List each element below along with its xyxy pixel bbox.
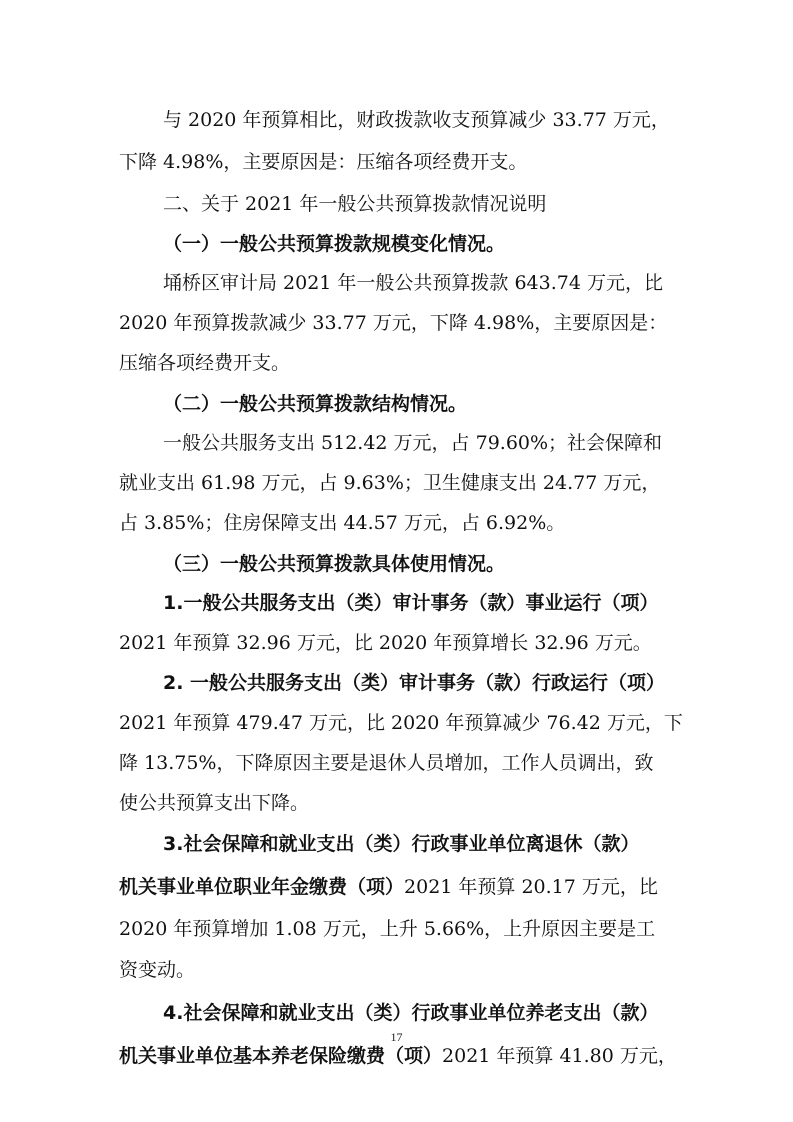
item-heading: 2. 一般公共服务支出（类）审计事务（款）行政运行（项） <box>163 672 666 694</box>
paragraph-line: 下降 4.98%，主要原因是：压缩各项经费开支。 <box>119 151 528 173</box>
item-heading: 3.社会保障和就业支出（类）行政事业单位离退休（款） <box>163 833 640 855</box>
item-heading-continuation: 机关事业单位职业年金缴费（项） <box>119 876 405 898</box>
paragraph-line: 就业支出 61.98 万元，占 9.63%；卫生健康支出 24.77 万元， <box>119 472 661 494</box>
paragraph-line: 2021 年预算 32.96 万元，比 2020 年预算增长 32.96 万元。 <box>119 632 652 654</box>
paragraph-line: 埇桥区审计局 2021 年一般公共预算拨款 643.74 万元，比 <box>163 272 663 294</box>
section-heading: 二、关于 2021 年一般公共预算拨款情况说明 <box>163 193 547 215</box>
item-heading-continuation: 机关事业单位基本养老保险缴费（项） <box>119 1045 443 1067</box>
item-heading: 1.一般公共服务支出（类）审计事务（款）事业运行（项） <box>163 592 659 614</box>
paragraph-text: 2021 年预算 41.80 万元， <box>442 1045 677 1067</box>
paragraph-line: 2020 年预算增加 1.08 万元，上升 5.66%，上升原因主要是工 <box>119 918 656 940</box>
paragraph-line: 一般公共服务支出 512.42 万元，占 79.60%；社会保障和 <box>163 432 663 454</box>
paragraph-line: 压缩各项经费开支。 <box>119 352 291 374</box>
paragraph-line: 资变动。 <box>119 959 196 981</box>
paragraph-line: 2020 年预算拨款减少 33.77 万元，下降 4.98%，主要原因是： <box>119 312 668 334</box>
paragraph-text: 2021 年预算 20.17 万元，比 <box>404 876 658 898</box>
subsection-heading: （三）一般公共预算拨款具体使用情况。 <box>163 553 506 575</box>
paragraph-line: 2021 年预算 479.47 万元，比 2020 年预算减少 76.42 万元，下 <box>119 712 683 734</box>
paragraph-line: 使公共预算支出下降。 <box>119 792 310 814</box>
paragraph-line: 降 13.75%，下降原因主要是退休人员增加，工作人员调出，致 <box>119 752 654 774</box>
paragraph-line: 与 2020 年预算相比，财政拨款收支预算减少 33.77 万元， <box>163 109 670 131</box>
page-number: 17 <box>390 1030 403 1044</box>
mixed-line <box>0 878 793 897</box>
subsection-heading: （一）一般公共预算拨款规模变化情况。 <box>163 233 506 255</box>
item-heading: 4.社会保障和就业支出（类）行政事业单位养老支出（款） <box>163 1002 659 1024</box>
subsection-heading: （二）一般公共预算拨款结构情况。 <box>163 393 468 415</box>
paragraph-line: 占 3.85%；住房保障支出 44.57 万元，占 6.92%。 <box>119 512 566 534</box>
mixed-line <box>0 1047 793 1066</box>
